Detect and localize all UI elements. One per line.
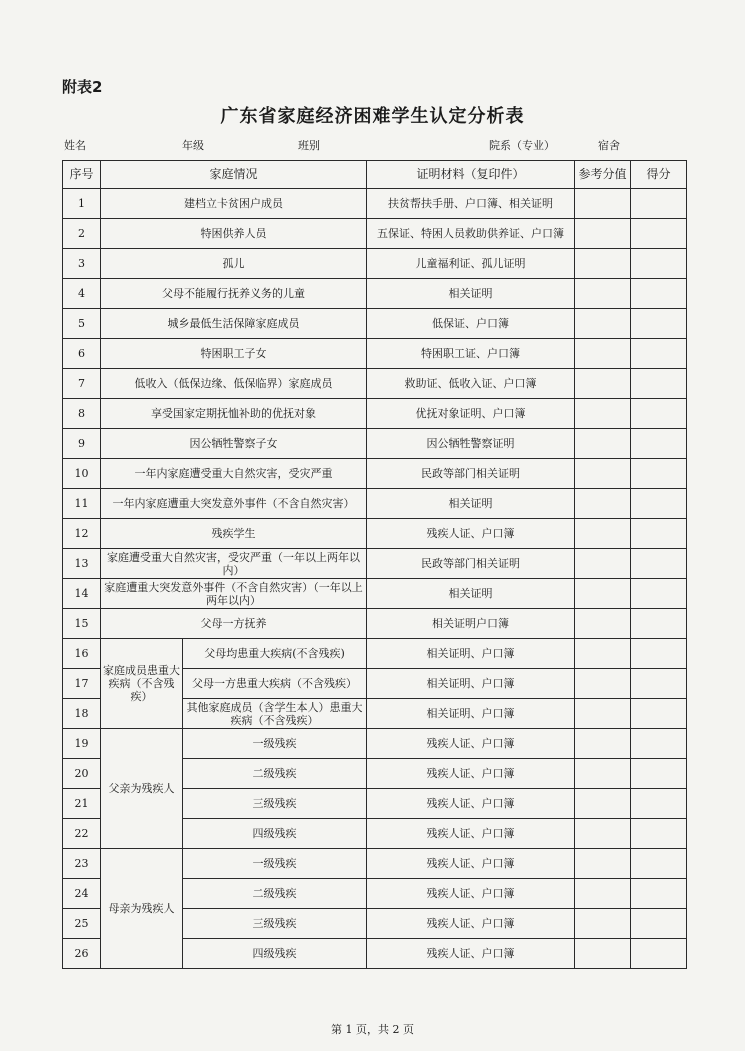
proof-material: 相关证明、户口簿 [367,699,575,729]
row-number: 9 [63,429,101,459]
table-row [63,459,687,489]
score-cell[interactable] [631,669,687,699]
proof-material: 因公牺牲警察证明 [367,429,575,459]
family-situation: 二级残疾 [183,759,367,789]
annex-label: 附表2 [62,78,103,96]
family-situation: 特困职工子女 [101,339,367,369]
proof-material: 五保证、特困人员救助供养证、户口簿 [367,219,575,249]
table-row [63,399,687,429]
ref-score-cell[interactable] [575,669,631,699]
table-row [63,489,687,519]
table-row [63,729,687,759]
family-situation: 父母一方患重大疾病（不含残疾） [183,669,367,699]
proof-material: 残疾人证、户口簿 [367,939,575,969]
table-row [63,849,687,879]
ref-score-cell[interactable] [575,939,631,969]
header-proof: 证明材料（复印件） [367,161,575,189]
assessment-table [62,160,687,969]
row-number: 16 [63,639,101,669]
dept-label: 院系（专业） [489,139,555,152]
ref-score-cell[interactable] [575,279,631,309]
score-cell[interactable] [631,249,687,279]
score-cell[interactable] [631,399,687,429]
proof-material: 残疾人证、户口簿 [367,759,575,789]
score-cell[interactable] [631,729,687,759]
ref-score-cell[interactable] [575,489,631,519]
proof-material: 残疾人证、户口簿 [367,729,575,759]
proof-material: 优抚对象证明、户口簿 [367,399,575,429]
score-cell[interactable] [631,369,687,399]
row-number: 6 [63,339,101,369]
proof-material: 残疾人证、户口簿 [367,789,575,819]
family-situation: 父母不能履行抚养义务的儿童 [101,279,367,309]
score-cell[interactable] [631,279,687,309]
table-row [63,609,687,639]
proof-material: 低保证、户口簿 [367,309,575,339]
family-situation: 城乡最低生活保障家庭成员 [101,309,367,339]
score-cell[interactable] [631,309,687,339]
row-number: 13 [63,549,101,579]
page-title: 广东省家庭经济困难学生认定分析表 [220,106,525,127]
proof-material: 相关证明户口簿 [367,609,575,639]
proof-material: 相关证明 [367,489,575,519]
family-situation: 三级残疾 [183,909,367,939]
group-label: 家庭成员患重大疾病（不含残疾） [101,639,183,729]
family-situation: 因公牺牲警察子女 [101,429,367,459]
row-number: 19 [63,729,101,759]
group-label: 母亲为残疾人 [101,849,183,969]
proof-material: 残疾人证、户口簿 [367,519,575,549]
family-situation: 孤儿 [101,249,367,279]
row-number: 14 [63,579,101,609]
row-number: 15 [63,609,101,639]
header-family: 家庭情况 [101,161,367,189]
table-row [63,639,687,669]
family-situation: 特困供养人员 [101,219,367,249]
proof-material: 民政等部门相关证明 [367,549,575,579]
score-cell[interactable] [631,219,687,249]
ref-score-cell[interactable] [575,879,631,909]
family-situation: 三级残疾 [183,789,367,819]
score-cell[interactable] [631,339,687,369]
family-situation: 残疾学生 [101,519,367,549]
proof-material: 相关证明 [367,579,575,609]
proof-material: 残疾人证、户口簿 [367,819,575,849]
ref-score-cell[interactable] [575,759,631,789]
row-number: 17 [63,669,101,699]
proof-material: 民政等部门相关证明 [367,459,575,489]
table-row [63,369,687,399]
ref-score-cell[interactable] [575,819,631,849]
ref-score-cell[interactable] [575,459,631,489]
ref-score-cell[interactable] [575,789,631,819]
family-situation: 父母均患重大疾病(不含残疾) [183,639,367,669]
score-cell[interactable] [631,579,687,609]
ref-score-cell[interactable] [575,699,631,729]
proof-material: 救助证、低收入证、户口簿 [367,369,575,399]
row-number: 12 [63,519,101,549]
ref-score-cell[interactable] [575,849,631,879]
ref-score-cell[interactable] [575,909,631,939]
table-row [63,279,687,309]
family-situation: 父母一方抚养 [101,609,367,639]
ref-score-cell[interactable] [575,309,631,339]
score-cell[interactable] [631,189,687,219]
ref-score-cell[interactable] [575,579,631,609]
table-row [63,519,687,549]
score-cell[interactable] [631,639,687,669]
row-number: 10 [63,459,101,489]
score-cell[interactable] [631,489,687,519]
ref-score-cell[interactable] [575,519,631,549]
family-situation: 四级残疾 [183,939,367,969]
table-row [63,219,687,249]
row-number: 26 [63,939,101,969]
class-label: 班别 [298,139,320,152]
ref-score-cell[interactable] [575,219,631,249]
proof-material: 相关证明、户口簿 [367,639,575,669]
ref-score-cell[interactable] [575,639,631,669]
header-ref: 参考分值 [575,161,631,189]
proof-material: 残疾人证、户口簿 [367,909,575,939]
header-score: 得分 [631,161,687,189]
page-footer: 第 1 页，共 2 页 [331,1023,414,1036]
row-number: 25 [63,909,101,939]
family-situation: 建档立卡贫困户成员 [101,189,367,219]
name-label: 姓名 [64,139,86,152]
row-number: 11 [63,489,101,519]
row-number: 18 [63,699,101,729]
ref-score-cell[interactable] [575,399,631,429]
row-number: 21 [63,789,101,819]
proof-material: 残疾人证、户口簿 [367,849,575,879]
score-cell[interactable] [631,519,687,549]
family-situation: 四级残疾 [183,819,367,849]
ref-score-cell[interactable] [575,429,631,459]
table-row [63,579,687,609]
score-cell[interactable] [631,939,687,969]
row-number: 20 [63,759,101,789]
row-number: 24 [63,879,101,909]
ref-score-cell[interactable] [575,549,631,579]
proof-material: 相关证明 [367,279,575,309]
family-situation: 一级残疾 [183,729,367,759]
family-situation: 家庭遭重大突发意外事件（不含自然灾害）（一年以上两年以内） [101,579,367,609]
score-cell[interactable] [631,789,687,819]
family-situation: 家庭遭受重大自然灾害，受灾严重（一年以上两年以内） [101,549,367,579]
score-cell[interactable] [631,759,687,789]
row-number: 23 [63,849,101,879]
ref-score-cell[interactable] [575,189,631,219]
row-number: 7 [63,369,101,399]
ref-score-cell[interactable] [575,249,631,279]
family-situation: 一年内家庭遭重大突发意外事件（不含自然灾害） [101,489,367,519]
row-number: 2 [63,219,101,249]
proof-material: 残疾人证、户口簿 [367,879,575,909]
group-label: 父亲为残疾人 [101,729,183,849]
table-row [63,309,687,339]
ref-score-cell[interactable] [575,729,631,759]
score-cell[interactable] [631,699,687,729]
row-number: 22 [63,819,101,849]
family-situation: 二级残疾 [183,879,367,909]
family-situation: 享受国家定期抚恤补助的优抚对象 [101,399,367,429]
ref-score-cell[interactable] [575,339,631,369]
score-cell[interactable] [631,849,687,879]
row-number: 3 [63,249,101,279]
score-cell[interactable] [631,909,687,939]
table-row [63,249,687,279]
proof-material: 扶贫帮扶手册、户口簿、相关证明 [367,189,575,219]
row-number: 1 [63,189,101,219]
score-cell[interactable] [631,819,687,849]
grade-label: 年级 [182,139,204,152]
score-cell[interactable] [631,879,687,909]
row-number: 4 [63,279,101,309]
ref-score-cell[interactable] [575,609,631,639]
score-cell[interactable] [631,609,687,639]
row-number: 5 [63,309,101,339]
family-situation: 一年内家庭遭受重大自然灾害，受灾严重 [101,459,367,489]
header-no: 序号 [63,161,101,189]
table-row [63,189,687,219]
dorm-label: 宿舍 [598,139,620,152]
table-row [63,549,687,579]
proof-material: 儿童福利证、孤儿证明 [367,249,575,279]
score-cell[interactable] [631,429,687,459]
family-situation: 低收入（低保边缘、低保临界）家庭成员 [101,369,367,399]
family-situation: 其他家庭成员（含学生本人）患重大疾病（不含残疾） [183,699,367,729]
score-cell[interactable] [631,549,687,579]
header-row [63,161,687,189]
table-row [63,339,687,369]
proof-material: 相关证明、户口簿 [367,669,575,699]
proof-material: 特困职工证、户口簿 [367,339,575,369]
family-situation: 一级残疾 [183,849,367,879]
row-number: 8 [63,399,101,429]
ref-score-cell[interactable] [575,369,631,399]
score-cell[interactable] [631,459,687,489]
table-row [63,429,687,459]
